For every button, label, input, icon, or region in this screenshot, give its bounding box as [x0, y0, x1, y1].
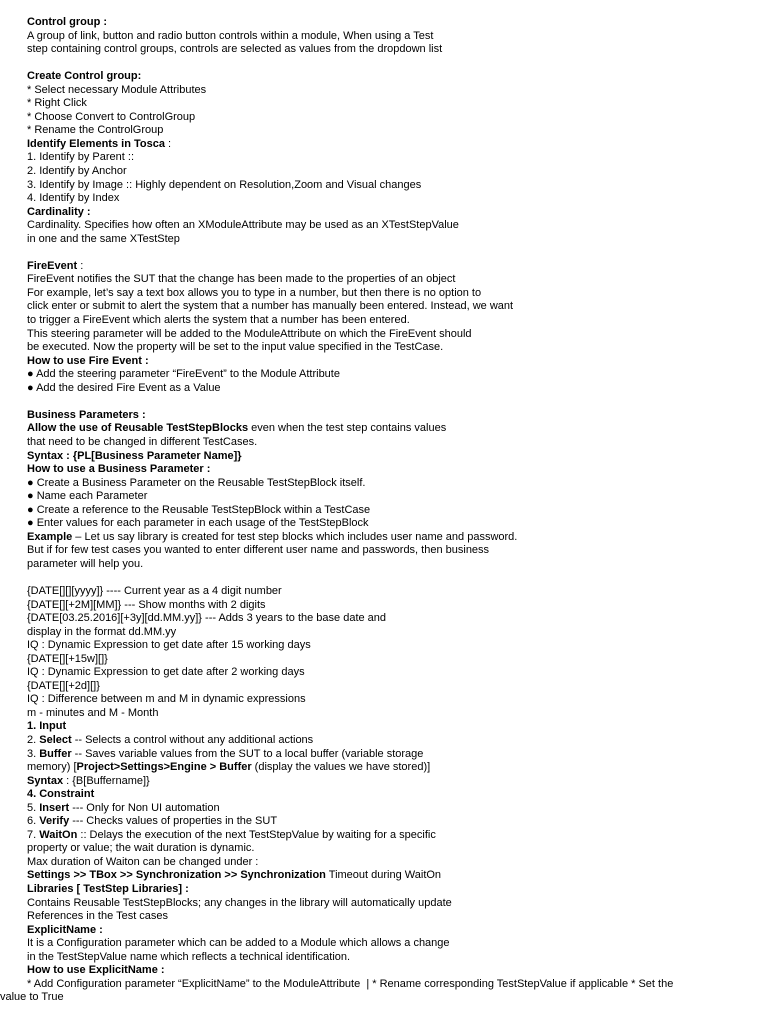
date-line-5: IQ : Dynamic Expression to get date after 15 working days [27, 639, 311, 652]
explicit-name-heading: ExplicitName : [27, 923, 103, 936]
libraries-heading: Libraries [ TestStep Libraries] : [27, 883, 189, 895]
cardinality-text-2: in one and the same XTestStep [27, 232, 180, 245]
date-line-2: {DATE[][+2M][MM]} --- Show months with 2 digits [27, 598, 266, 611]
action-waiton-2: property or value; the wait duration is dynamic. [27, 842, 255, 855]
date-line-1: {DATE[][][yyyy]} ---- Current year as a 4 digit number [27, 584, 282, 597]
fire-event-text-5: This steering parameter will be added to the ModuleAttribute on which the FireEvent should [27, 327, 472, 340]
business-params-example-2: But if for few test cases you wanted to enter different user name and passwords, then business [27, 544, 490, 557]
identify-item-3: 3. Identify by Image :: Highly dependent on Resolution,Zoom and Visual changes [27, 178, 422, 191]
date-line-7: IQ : Dynamic Expression to get date after 2 working days [27, 666, 305, 679]
action-buffer: 3. Buffer -- Saves variable values from the SUT to a local buffer (variable storage [27, 747, 424, 760]
business-params-syntax: Syntax : {PL[Business Parameter Name]} [27, 449, 242, 462]
action-select: 2. Select -- Selects a control without any additional actions [27, 733, 314, 746]
action-verify: 6. Verify --- Checks values of properties in the SUT [27, 815, 278, 828]
fire-event-heading: FireEvent : [27, 259, 84, 272]
action-insert: 5. Insert --- Only for Non UI automation [27, 801, 220, 814]
action-input: 1. Input [27, 720, 67, 733]
business-params-howto-2: ● Name each Parameter [27, 490, 148, 503]
fire-event-text-3: click enter or submit to alert the system that a number has manually been entered. Instead, we want [27, 300, 514, 313]
explicit-name-text-1: It is a Configuration parameter which can be added to a Module which allows a change [27, 937, 450, 950]
business-params-allow: Allow the use of Reusable TestStepBlocks even when the test step contains values [27, 422, 447, 435]
business-params-howto-3: ● Create a reference to the Reusable TestStepBlock within a TestCase [27, 503, 371, 516]
business-params-example: Example – Let us say library is created for test step blocks which includes user name and password. [27, 530, 518, 543]
identify-heading: Identify Elements in Tosca : [27, 137, 172, 150]
explicit-name-howto-2: value to True [0, 991, 64, 1004]
create-step-4: * Rename the ControlGroup [27, 124, 164, 137]
fire-event-howto-heading: How to use Fire Event : [27, 354, 149, 367]
create-control-group-heading: Create Control group: [27, 70, 142, 83]
spacer [27, 57, 757, 71]
fire-event-text-4: to trigger a FireEvent which alerts the system that a number has been entered. [27, 314, 410, 327]
identify-item-4: 4. Identify by Index [27, 192, 120, 205]
date-line-9: IQ : Difference between m and M in dynamic expressions [27, 693, 306, 706]
explicit-name-howto-1: * Add Configuration parameter “ExplicitName” to the ModuleAttribute | * Rename corresponding TestStepValue if applicable * Set the [27, 977, 674, 990]
date-line-8: {DATE[][+2d][]} [27, 679, 100, 692]
date-line-3: {DATE[03.25.2016][+3y][dd.MM.yy]} --- Adds 3 years to the base date and [27, 612, 387, 625]
spacer [27, 395, 757, 409]
identify-item-1: 1. Identify by Parent :: [27, 151, 135, 164]
business-params-allow-2: that need to be changed in different TestCases. [27, 435, 258, 448]
date-line-10: m - minutes and M - Month [27, 706, 159, 719]
business-params-howto-heading: How to use a Business Parameter : [27, 463, 211, 476]
cardinality-text-1: Cardinality. Specifies how often an XModuleAttribute may be used as an XTestStepValue [27, 219, 459, 232]
business-params-howto-1: ● Create a Business Parameter on the Reusable TestStepBlock itself. [27, 476, 366, 489]
action-waiton-3: Max duration of Waiton can be changed under : [27, 855, 259, 868]
control-group-text-2: step containing control groups, controls are selected as values from the dropdown list [27, 43, 443, 56]
control-group-heading: Control group : [27, 16, 108, 28]
fire-event-text-1: FireEvent notifies the SUT that the change has been made to the properties of an object [27, 273, 456, 286]
action-waiton: 7. WaitOn :: Delays the execution of the next TestStepValue by waiting for a specific [27, 828, 436, 841]
libraries-text-2: References in the Test cases [27, 910, 169, 923]
action-settings: Settings >> TBox >> Synchronization >> Synchronization Timeout during WaitOn [27, 869, 442, 882]
date-line-4: display in the format dd.MM.yy [27, 625, 177, 638]
fire-event-text-6: be executed. Now the property will be set to the input value specified in the TestCase. [27, 341, 444, 354]
libraries-text-1: Contains Reusable TestStepBlocks; any changes in the library will automatically update [27, 896, 452, 909]
document-page [0, 16, 757, 1005]
fire-event-text-2: For example, let’s say a text box allows you to type in a number, but then there is no option to [27, 286, 482, 299]
explicit-name-howto-heading: How to use ExplicitName : [27, 964, 165, 977]
business-params-howto-4: ● Enter values for each parameter in each usage of the TestStepBlock [27, 517, 369, 530]
fire-event-howto-1: ● Add the steering parameter “FireEvent” to the Module Attribute [27, 368, 340, 381]
explicit-name-text-2: in the TestStepValue name which reflects a technical identification. [27, 950, 351, 963]
business-params-example-3: parameter will help you. [27, 557, 144, 570]
spacer [27, 571, 757, 585]
date-line-6: {DATE[][+15w][]} [27, 652, 108, 665]
create-step-2: * Right Click [27, 97, 87, 110]
control-group-text-1: A group of link, button and radio button controls within a module, When using a Test [27, 29, 434, 42]
business-params-heading: Business Parameters : [27, 408, 146, 421]
action-constraint: 4. Constraint [27, 788, 95, 801]
fire-event-howto-2: ● Add the desired Fire Event as a Value [27, 381, 221, 394]
action-syntax: Syntax : {B[Buffername]} [27, 774, 150, 787]
spacer [27, 246, 757, 260]
identify-item-2: 2. Identify by Anchor [27, 165, 127, 178]
create-step-3: * Choose Convert to ControlGroup [27, 110, 196, 123]
cardinality-heading: Cardinality : [27, 205, 91, 218]
create-step-1: * Select necessary Module Attributes [27, 83, 207, 96]
action-buffer-2: memory) [Project>Settings>Engine > Buffer (display the values we have stored)] [27, 761, 431, 774]
